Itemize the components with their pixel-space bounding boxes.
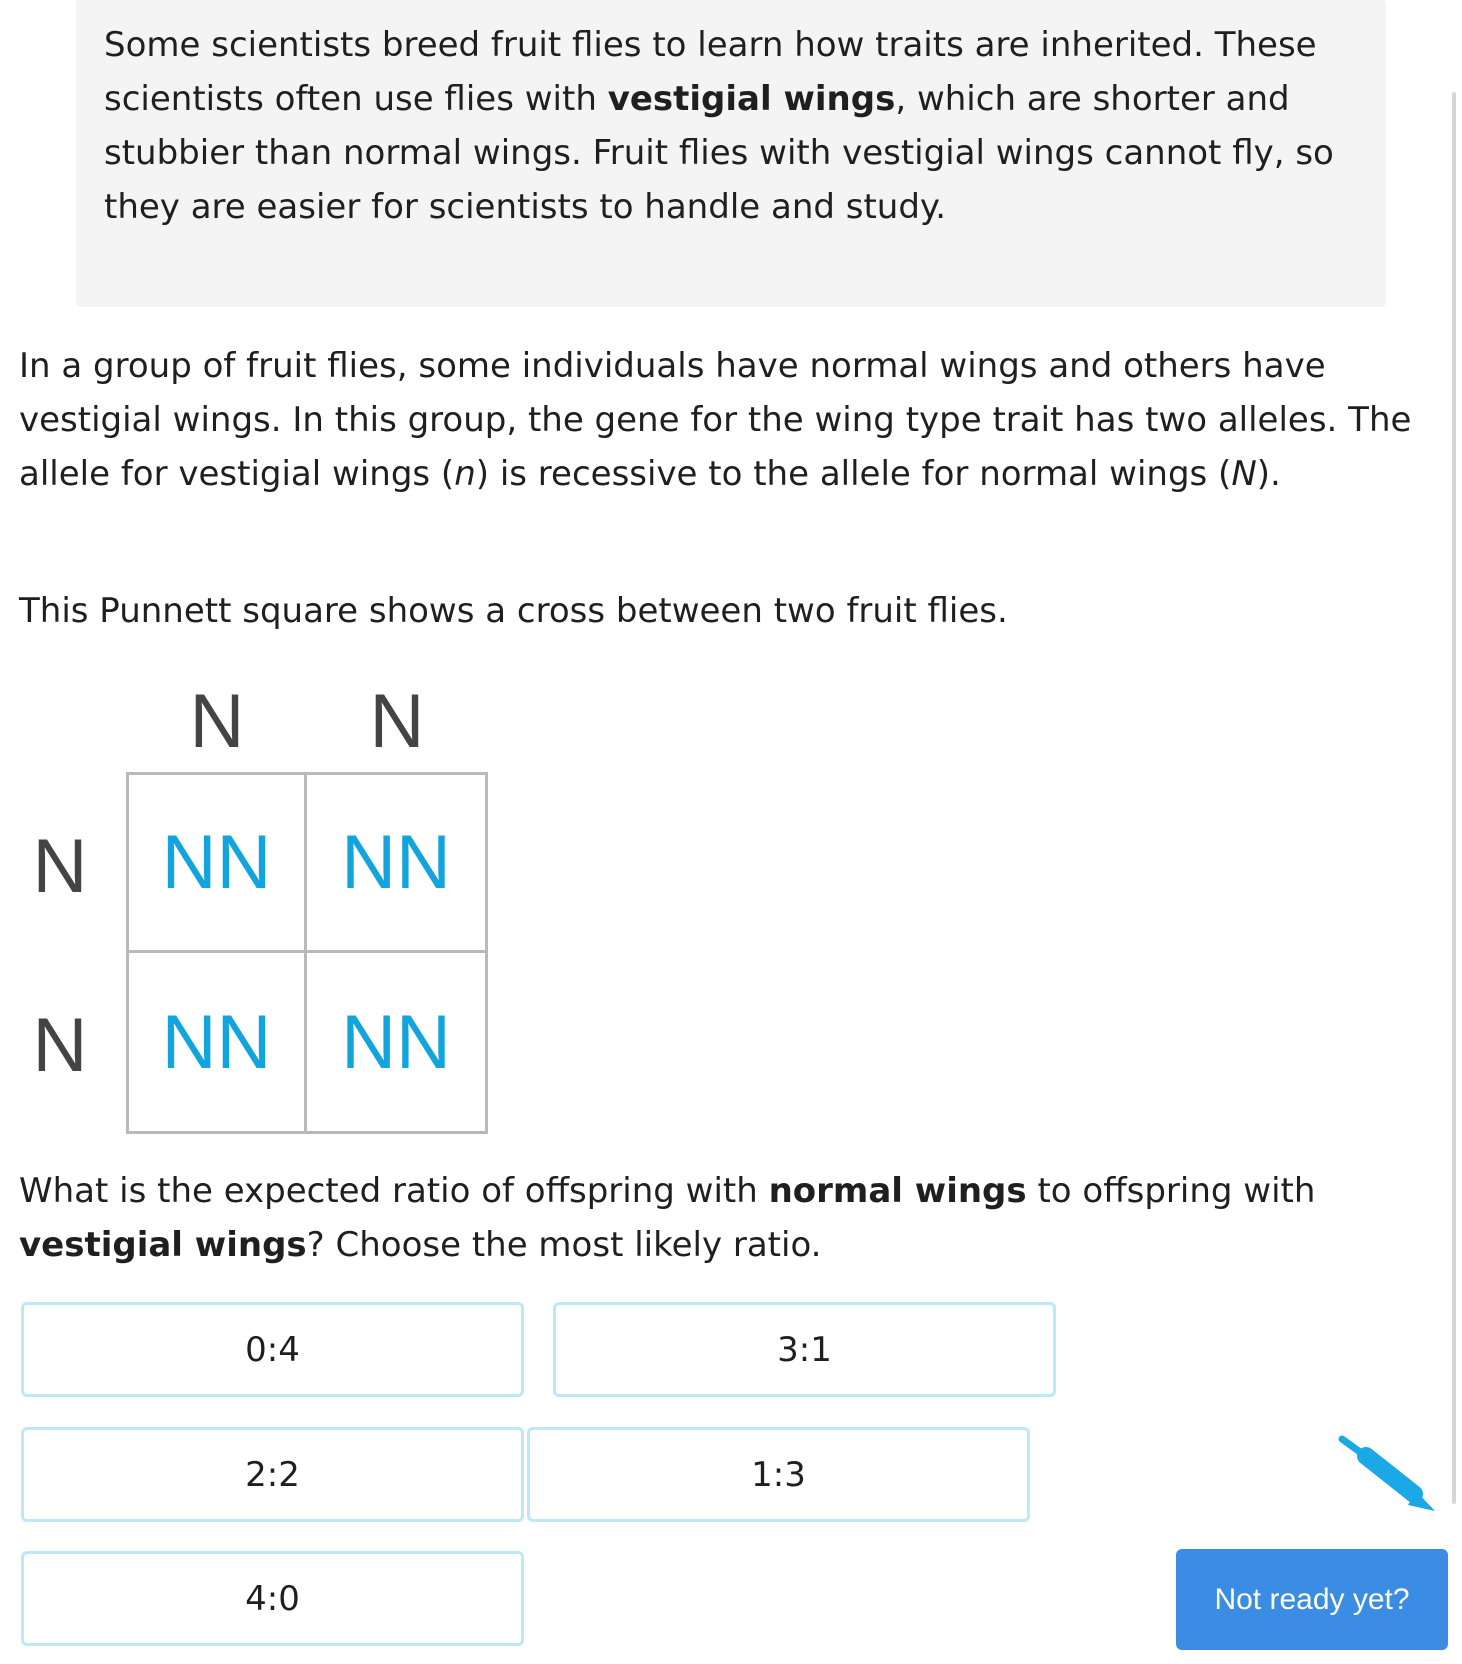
intro-text-continued: , which are shorter and stubbier than normal wings. Fruit flies with vestigial wings cannot fly, so they are easier for scientists to handle and study. bbox=[104, 79, 1334, 227]
punnett-cell: NN bbox=[129, 775, 307, 953]
allele-text-b: ) is recessive to the allele for normal wings ( bbox=[475, 454, 1232, 494]
punnett-row-label: N bbox=[32, 824, 88, 909]
recessive-allele-symbol: n bbox=[454, 454, 476, 494]
question-text-b: to offspring with bbox=[1026, 1171, 1316, 1211]
question-bold-normal: normal wings bbox=[768, 1171, 1027, 1211]
punnett-intro-paragraph: This Punnett square shows a cross between two fruit flies. bbox=[19, 591, 1008, 631]
scrollbar[interactable] bbox=[1452, 92, 1456, 1504]
intro-text: Some scientists breed fruit flies to learn how traits are inherited. These scientists often use flies with bbox=[104, 25, 1317, 119]
punnett-cell: NN bbox=[307, 775, 485, 953]
answer-choice-3-1[interactable]: 3:1 bbox=[553, 1302, 1056, 1397]
dominant-allele-symbol: N bbox=[1231, 454, 1257, 494]
answer-choice-1-3[interactable]: 1:3 bbox=[527, 1427, 1030, 1522]
punnett-row-label: N bbox=[32, 1003, 88, 1088]
punnett-cell: NN bbox=[129, 953, 307, 1131]
question-bold-vestigial: vestigial wings bbox=[19, 1225, 307, 1265]
punnett-cell: NN bbox=[341, 999, 451, 1085]
answer-choice-2-2[interactable]: 2:2 bbox=[21, 1427, 524, 1522]
intro-bold-term: vestigial wings bbox=[607, 79, 896, 119]
allele-paragraph bbox=[19, 339, 1439, 501]
not-ready-button[interactable]: Not ready yet? bbox=[1176, 1549, 1448, 1650]
punnett-square bbox=[126, 772, 488, 1134]
allele-text-a: In a group of fruit flies, some individuals have normal wings and others have vestigial wings. In this group, the gene for the wing type trait has two alleles. The allele for vestigial wings ( bbox=[19, 346, 1412, 494]
punnett-column-label: N bbox=[369, 679, 425, 764]
pencil-icon[interactable] bbox=[1336, 1433, 1436, 1523]
question-text-a: What is the expected ratio of offspring with bbox=[19, 1171, 769, 1211]
punnett-column-label: N bbox=[189, 679, 245, 764]
question-text-c: ? Choose the most likely ratio. bbox=[306, 1225, 822, 1265]
intro-box bbox=[76, 0, 1386, 307]
answer-choice-0-4[interactable]: 0:4 bbox=[21, 1302, 524, 1397]
allele-text-c: ). bbox=[1256, 454, 1281, 494]
question-text bbox=[19, 1164, 1439, 1272]
answer-choice-4-0[interactable]: 4:0 bbox=[21, 1551, 524, 1646]
